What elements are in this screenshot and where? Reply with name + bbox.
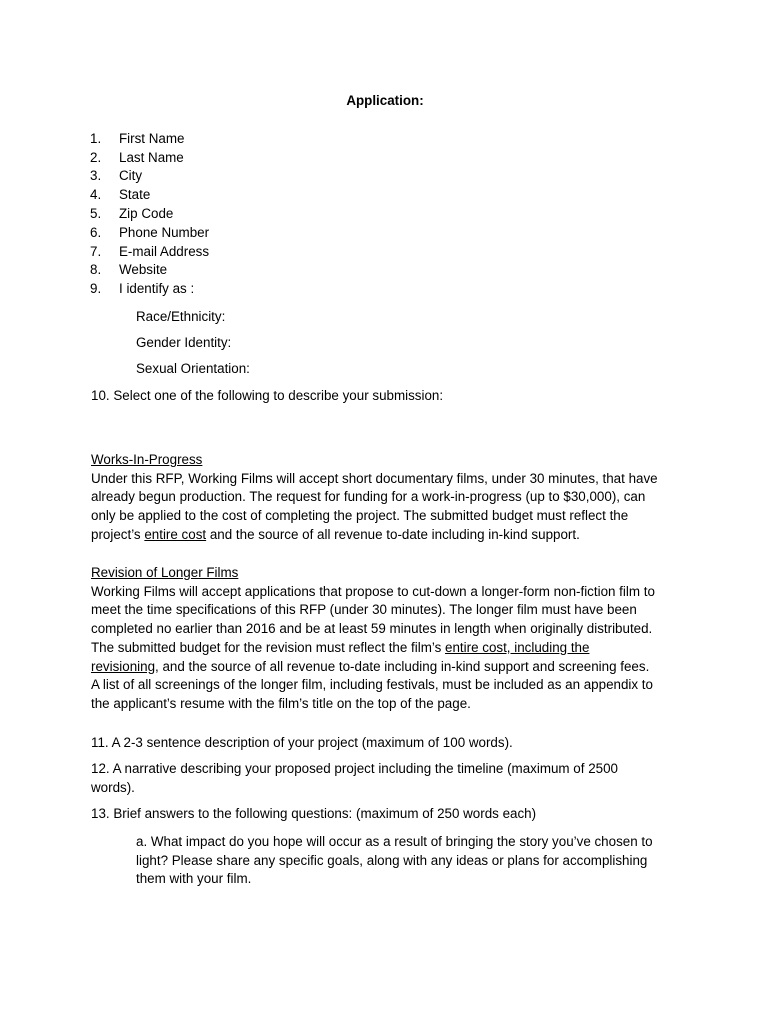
- paragraph-line: only be applied to the cost of completing the project. The submitted budget must reflect the: [91, 508, 629, 524]
- paragraph-line: The submitted budget for the revision must reflect the film’s entire cost, including the: [91, 639, 590, 655]
- list-label: Website: [119, 262, 168, 277]
- paragraph-line: A list of all screenings of the longer film, including festivals, must be included as an appendix to: [91, 677, 653, 693]
- paragraph-line: them with your film.: [136, 871, 252, 887]
- list-label: Phone Number: [119, 225, 210, 240]
- paragraph-line: revisioning, and the source of all revenue to-date including in-kind support and screening fees.: [91, 658, 650, 674]
- revision-section: [91, 564, 691, 714]
- list-number: 4.: [90, 187, 102, 202]
- section-heading: Revision of Longer Films: [91, 565, 239, 580]
- list-number: 6.: [90, 225, 102, 240]
- list-label: Last Name: [119, 150, 184, 165]
- list-number: 3.: [90, 168, 102, 183]
- underlined-text: revisioning: [91, 658, 156, 674]
- question-13a: [136, 833, 653, 889]
- list-number: 2.: [90, 150, 102, 165]
- section-heading: Works-In-Progress: [91, 452, 203, 467]
- list-number: 9.: [90, 281, 102, 296]
- underlined-text: entire cost, including the: [445, 639, 590, 655]
- paragraph-line: 12. A narrative describing your proposed project including the timeline (maximum of 2500: [91, 761, 618, 776]
- paragraph-line: a. What impact do you hope will occur as a result of bringing the story you’ve chosen to: [136, 834, 653, 849]
- paragraph-line: meet the time specifications of this RFP (under 30 minutes). The longer film must have been: [91, 602, 637, 618]
- list-label: E-mail Address: [119, 244, 210, 259]
- works-in-progress-section: [91, 451, 691, 545]
- paragraph-line: the applicant’s resume with the film’s title on the top of the page.: [91, 695, 471, 711]
- list-label: State: [119, 187, 151, 202]
- page-title: Application:: [346, 93, 424, 108]
- question-11: 11. A 2-3 sentence description of your project (maximum of 100 words).: [91, 735, 513, 750]
- paragraph-line: Under this RFP, Working Films will accept short documentary films, under 30 minutes, that have: [91, 470, 658, 486]
- list-number: 7.: [90, 244, 102, 259]
- question-12: [91, 760, 691, 797]
- underlined-text: entire cost: [144, 526, 207, 542]
- paragraph-line: completed no earlier than 2016 and be at least 59 minutes in length when originally distributed.: [91, 621, 653, 637]
- question-13: 13. Brief answers to the following questions: (maximum of 250 words each): [91, 806, 537, 821]
- list-label: First Name: [119, 131, 185, 146]
- list-number: 1.: [90, 131, 102, 146]
- identity-race-label: Race/Ethnicity:: [136, 309, 226, 324]
- paragraph-line: already begun production. The request for funding for a work-in-progress (up to $30,000), can: [91, 489, 646, 505]
- list-number: 8.: [90, 262, 102, 277]
- paragraph-line: words).: [91, 779, 135, 795]
- question-10: 10. Select one of the following to describe your submission:: [91, 388, 444, 403]
- paragraph-line: light? Please share any specific goals, along with any ideas or plans for accomplishing: [136, 852, 648, 868]
- list-label: Zip Code: [119, 206, 174, 221]
- list-label: I identify as :: [119, 281, 195, 296]
- identity-gender-label: Gender Identity:: [136, 335, 232, 350]
- identity-orientation-label: Sexual Orientation:: [136, 361, 250, 376]
- list-number: 5.: [90, 206, 102, 221]
- paragraph-line: Working Films will accept applications that propose to cut-down a longer-form non-fiction film to: [91, 583, 655, 599]
- list-label: City: [119, 168, 143, 183]
- paragraph-line: project’s entire cost and the source of all revenue to-date including in-kind support.: [91, 526, 580, 542]
